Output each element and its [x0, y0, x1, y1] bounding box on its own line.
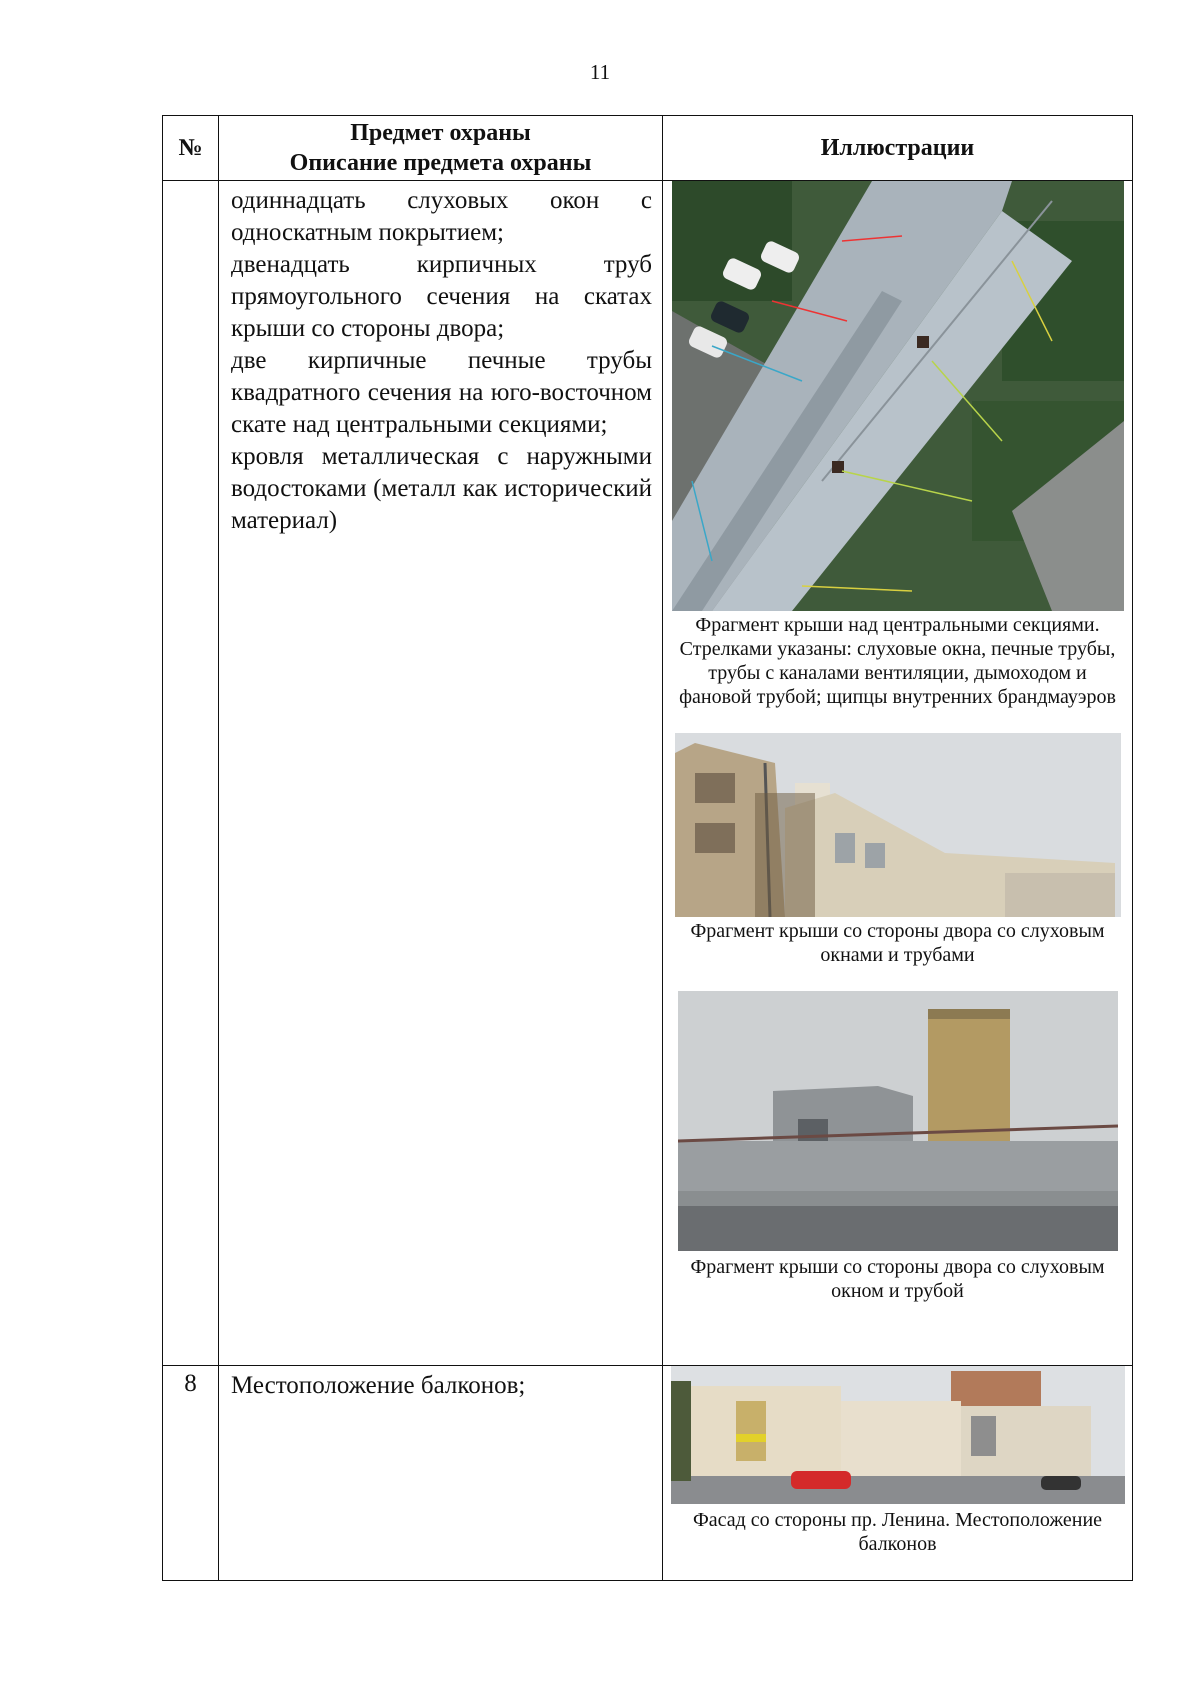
header-subject-description: Описание предмета охраны [289, 150, 592, 176]
row-illustrations [663, 1366, 1133, 1581]
protection-subject-table [162, 115, 1133, 1581]
description-item: две кирпичные печные трубы квадратного сечения на юго-восточном скате над центральными секциями; [231, 347, 652, 438]
header-subject [219, 116, 663, 181]
row-number: 8 [163, 1366, 219, 1581]
description-item: двенадцать кирпичных труб прямоугольного сечения на скатах крыши со стороны двора; [231, 251, 652, 342]
description-item: одиннадцать слуховых окон с односкатным покрытием; [231, 187, 652, 246]
row-description [219, 1366, 663, 1581]
table-row [163, 181, 1133, 1366]
page-number: 11 [589, 60, 611, 84]
header-subject-title: Предмет охраны [350, 120, 531, 146]
facade-balconies-photo [671, 1366, 1125, 1504]
table-header-row [163, 116, 1133, 181]
courtyard-roof-photo [675, 733, 1121, 917]
row-illustrations [663, 181, 1133, 1366]
row-number [163, 181, 219, 1366]
figure-caption: Фрагмент крыши со стороны двора со слуховым окном и трубой [690, 1256, 1105, 1302]
figure-caption: Фасад со стороны пр. Ленина. Местоположение балконов [692, 1509, 1103, 1555]
aerial-roof-photo [672, 181, 1124, 611]
header-number: № [163, 116, 219, 181]
description-item: Местоположение балконов; [231, 1372, 526, 1399]
figure-caption: Фрагмент крыши над центральными секциями. Стрелками указаны: слуховые окна, печные трубы, трубы с каналами вентиляции, дымоходом и фановой трубой; щипцы внутренних брандмауэров [679, 614, 1116, 708]
description-item: кровля металлическая с наружными водостоками (металл как исторический материал) [231, 443, 652, 534]
header-illustrations: Иллюстрации [663, 116, 1133, 181]
figure-caption: Фрагмент крыши со стороны двора со слуховым окнами и трубами [690, 920, 1105, 966]
table-row [163, 1366, 1133, 1581]
row-description [219, 181, 663, 1366]
dormer-chimney-photo [678, 991, 1118, 1251]
